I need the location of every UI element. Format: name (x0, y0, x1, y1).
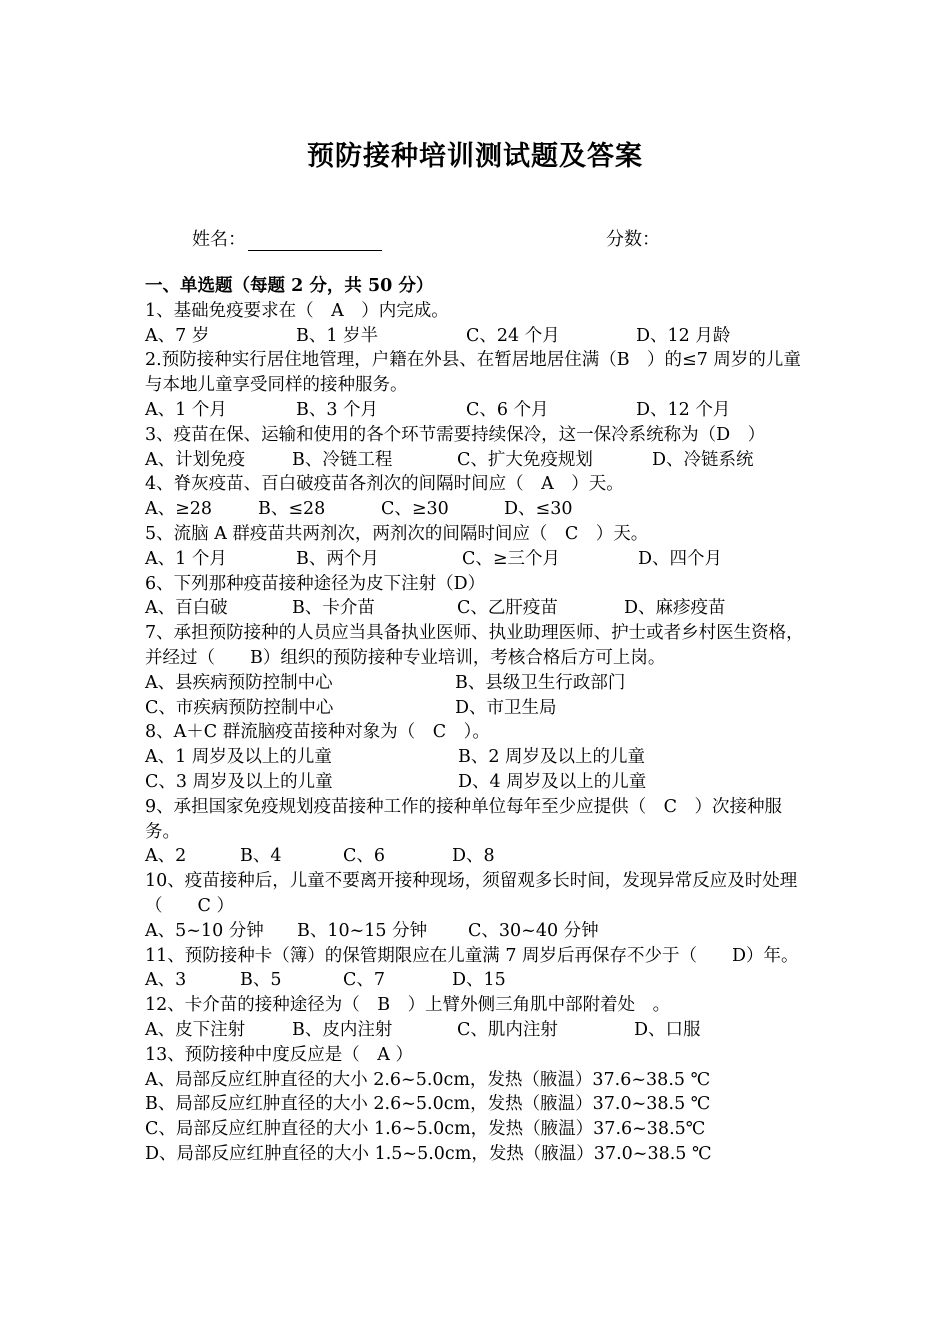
option: C、3 周岁及以上的儿童 (145, 771, 333, 792)
option: C、6 个月 (466, 399, 549, 420)
option: B、10~15 分钟 (297, 920, 428, 941)
option-row (145, 448, 810, 473)
question-text: 10、疫苗接种后，儿童不要离开接种现场，须留观多长时间，发现异常反应及时处理（ C ） (145, 871, 798, 916)
option: A、百白破 (145, 598, 228, 619)
option: B、县级卫生行政部门 (455, 672, 626, 693)
option-row (145, 671, 810, 696)
option: C、局部反应红肿直径的大小 1.6~5.0cm，发热（腋温）37.6~38.5℃ (145, 1119, 706, 1140)
option: C、6 (343, 846, 386, 867)
option-row (145, 844, 810, 869)
option: A、皮下注射 (145, 1019, 246, 1040)
score-field (606, 225, 660, 251)
option: A、1 周岁及以上的儿童 (145, 747, 332, 768)
option: C、24 个月 (466, 325, 560, 346)
option: D、15 (452, 970, 506, 991)
question-text: 2.预防接种实行居住地管理，户籍在外县、在暂居地居住满（B ）的≤7 周岁的儿童与本地儿童享受同样的接种服务。 (145, 350, 801, 396)
question-text: 5、流脑 A 群疫苗共两剂次，两剂次的间隔时间应（ C ）天。 (145, 523, 649, 544)
name-field (192, 225, 382, 251)
option: C、≥30 (381, 499, 449, 520)
score-label: 分数： (606, 229, 660, 250)
option-row (145, 596, 810, 621)
question-text: 6、下列那种疫苗接种途径为皮下注射（D） (145, 573, 486, 594)
option: B、两个月 (296, 548, 379, 569)
option-row (145, 770, 810, 795)
option: D、12 月龄 (636, 325, 731, 346)
option-row (145, 696, 810, 721)
option: B、4 (240, 846, 282, 867)
question-text: 1、基础免疫要求在（ A ）内完成。 (145, 300, 449, 321)
option: D、局部反应红肿直径的大小 1.5~5.0cm，发热（腋温）37.0~38.5 ℃ (145, 1143, 712, 1164)
option: A、≥28 (145, 499, 213, 520)
option-row (145, 497, 810, 522)
option: D、4 周岁及以上的儿童 (458, 771, 647, 792)
option: A、3 (145, 970, 187, 991)
option: B、5 (240, 970, 282, 991)
option: C、市疾病预防控制中心 (145, 697, 334, 718)
option-row (145, 324, 810, 349)
option: B、≤28 (258, 499, 326, 520)
option: A、县疾病预防控制中心 (145, 672, 333, 693)
option: B、皮内注射 (292, 1019, 393, 1040)
option: B、2 周岁及以上的儿童 (458, 747, 646, 768)
option-row (145, 398, 810, 423)
option: C、≥三个月 (462, 548, 561, 569)
option: A、局部反应红肿直径的大小 2.6~5.0cm，发热（腋温）37.6~38.5 ℃ (145, 1069, 711, 1090)
question-text: 11、预防接种卡（簿）的保管期限应在儿童满 7 周岁后再保存不少于（ D）年。 (145, 945, 799, 966)
option: A、5~10 分钟 (145, 920, 264, 941)
option: D、麻疹疫苗 (624, 598, 726, 619)
question-text: 7、承担预防接种的人员应当具备执业医师、执业助理医师、护士或者乡村医生资格，并经过（ B）组织的预防接种专业培训，考核合格后方可上岗。 (145, 623, 804, 668)
name-label: 姓名： (192, 229, 246, 250)
option: A、1 个月 (145, 548, 227, 569)
option-row (145, 1018, 810, 1043)
option: A、计划免疫 (145, 449, 246, 470)
question-text: 8、A＋C 群流脑疫苗接种对象为（ C ）。 (145, 722, 490, 743)
question-text: 13、预防接种中度反应是（ A ） (145, 1044, 413, 1065)
option: C、肌内注射 (457, 1019, 558, 1040)
option: C、乙肝疫苗 (457, 598, 558, 619)
option: D、≤30 (504, 499, 573, 520)
option: D、四个月 (638, 548, 723, 569)
option: A、7 岁 (145, 325, 210, 346)
option: B、1 岁半 (296, 325, 379, 346)
option: A、2 (145, 846, 187, 867)
option-row (145, 968, 810, 993)
question-text: 3、疫苗在保、运输和使用的各个环节需要持续保冷，这一保冷系统称为（D ） (145, 424, 766, 445)
option: C、7 (343, 970, 386, 991)
section-title: 一、单选题（每题 2 分，共 50 分） (145, 276, 434, 296)
option: D、市卫生局 (455, 697, 557, 718)
option: B、局部反应红肿直径的大小 2.6~5.0cm，发热（腋温）37.0~38.5 ℃ (145, 1094, 711, 1115)
option: B、3 个月 (296, 399, 379, 420)
name-blank-line (248, 230, 382, 251)
option-row (145, 547, 810, 572)
option-row (145, 919, 810, 944)
question-list (145, 274, 810, 1167)
option-row (145, 745, 810, 770)
option: D、12 个月 (636, 399, 731, 420)
question-text: 9、承担国家免疫规划疫苗接种工作的接种单位每年至少应提供（ C ）次接种服务。 (145, 796, 783, 842)
option: D、冷链系统 (652, 449, 754, 470)
page-title: 预防接种培训测试题及答案 (307, 141, 643, 172)
option: B、卡介苗 (292, 598, 375, 619)
option: A、1 个月 (145, 399, 227, 420)
option: D、口服 (634, 1019, 701, 1040)
question-text: 12、卡介苗的接种途径为（ B ）上臂外侧三角肌中部附着处 。 (145, 995, 671, 1016)
option: C、扩大免疫规划 (457, 449, 593, 470)
question-text: 4、脊灰疫苗、百白破疫苗各剂次的间隔时间应（ A ）天。 (145, 474, 624, 495)
option: B、冷链工程 (292, 449, 393, 470)
option: C、30~40 分钟 (468, 920, 599, 941)
option: D、8 (452, 846, 495, 867)
